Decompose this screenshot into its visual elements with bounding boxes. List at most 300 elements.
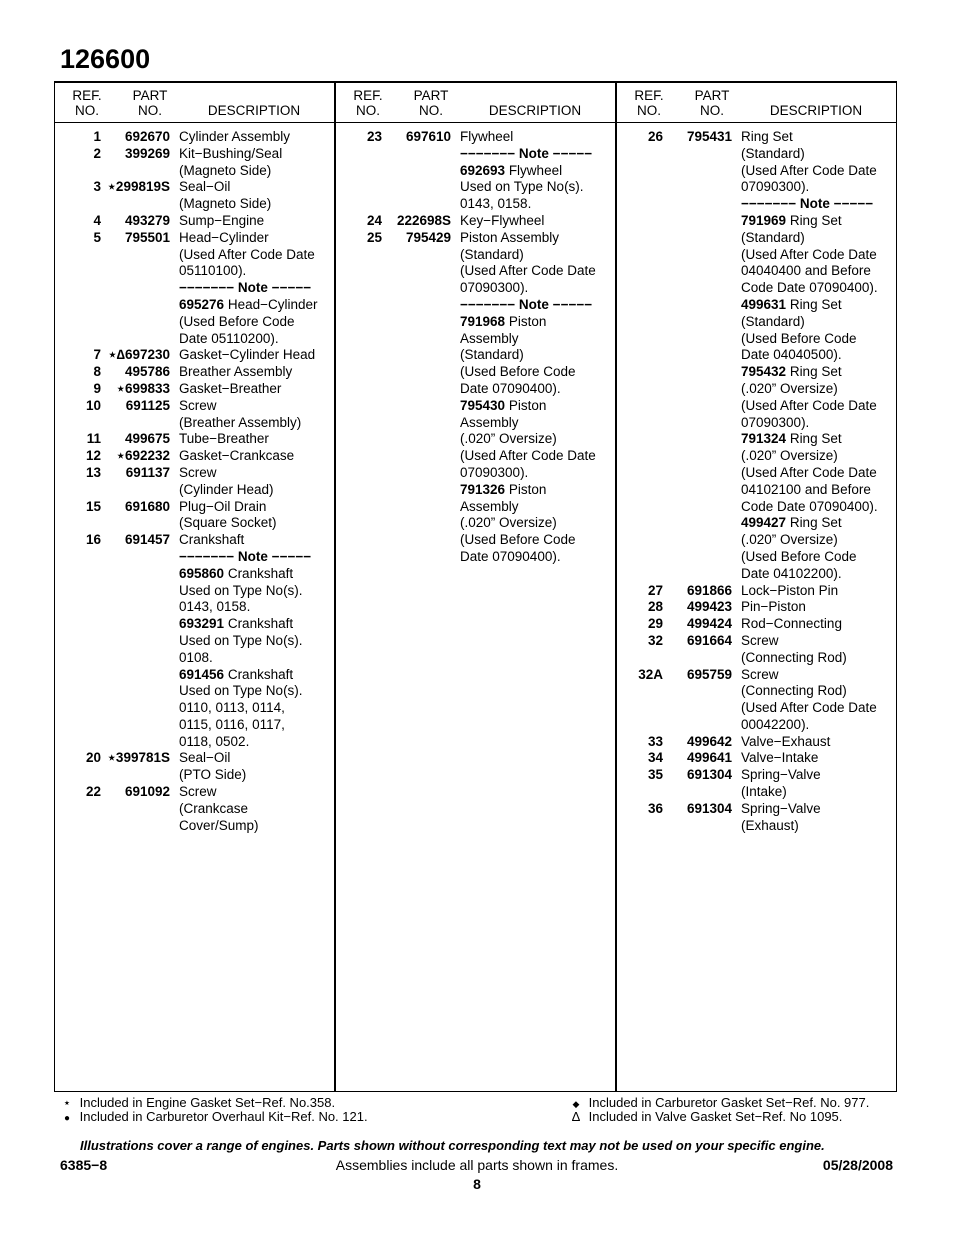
part-row-continuation — [616, 549, 897, 566]
part-row-continuation — [616, 263, 897, 280]
part-row — [616, 801, 897, 818]
part-description — [741, 280, 878, 297]
part-row — [54, 398, 335, 415]
description-text: 0143, 0158. — [179, 599, 251, 615]
disclaimer: Illustrations cover a range of engines. Parts shown without corresponding text may not be used on your specific engine. — [80, 1138, 825, 1153]
description-text: 07090300). — [460, 280, 529, 296]
ref-number: 23 — [366, 129, 382, 144]
part-description — [179, 818, 259, 835]
part-row-continuation — [335, 331, 616, 348]
bold-part-reference: −−−−−−− Note −−−−− — [179, 548, 312, 564]
bold-part-reference: 795432 — [741, 364, 787, 380]
ref-number: 32 — [647, 632, 663, 648]
parts-column-1 — [54, 83, 335, 1092]
description-header: DESCRIPTION — [769, 103, 863, 118]
description-text: Crankshaft — [224, 666, 294, 682]
description-text: 07090300). — [741, 179, 810, 195]
part-row-continuation — [335, 163, 616, 180]
part-row — [54, 179, 335, 196]
footnote-text: Included in Carburetor Gasket Set−Ref. No. 977. — [588, 1095, 870, 1110]
ref-number: 13 — [85, 464, 101, 480]
part-row-continuation — [616, 347, 897, 364]
part-description — [741, 230, 805, 247]
ref-number: 3 — [93, 179, 101, 195]
ref-number: 35 — [647, 767, 663, 783]
description-text: Used on Type No(s). — [460, 179, 584, 195]
part-description — [741, 532, 838, 549]
description-text: (Used After Code Date — [741, 162, 877, 178]
column-header — [335, 88, 616, 122]
part-row-continuation — [335, 499, 616, 516]
description-text: (Used Before Code — [460, 364, 576, 380]
description-text: Piston Assembly — [460, 229, 560, 245]
part-description — [741, 415, 809, 432]
description-text: (.020” Oversize) — [741, 380, 838, 396]
part-description — [460, 431, 557, 448]
publication-date: 05/28/2008 — [822, 1157, 893, 1173]
part-description — [741, 448, 838, 465]
description-text: Date 07090400). — [460, 548, 561, 564]
description-text: (Used After Code Date — [179, 246, 315, 262]
footnote-text: Included in Engine Gasket Set−Ref. No.358. — [79, 1095, 336, 1110]
part-row-continuation — [54, 247, 335, 264]
part-row-continuation — [54, 583, 335, 600]
description-text: Date 05110200). — [179, 330, 279, 346]
part-row — [54, 230, 335, 247]
part-row-continuation — [54, 734, 335, 751]
part-row-continuation — [54, 667, 335, 684]
description-text: Assembly — [460, 330, 519, 346]
part-description — [179, 532, 244, 549]
ref-no-header: REF. NO. — [353, 88, 383, 118]
footnote-text: Included in Carburetor Overhaul Kit−Ref. No. 121. — [79, 1109, 368, 1124]
part-row — [54, 347, 335, 364]
description-text: Key−Flywheel — [460, 212, 545, 228]
part-description — [741, 499, 878, 516]
part-row-continuation — [54, 818, 335, 835]
ref-number: 26 — [647, 129, 663, 144]
description-text: 05110100). — [179, 263, 247, 279]
description-text: Crankshaft — [224, 565, 294, 581]
part-description — [179, 801, 248, 818]
part-number: 691680 — [124, 498, 170, 514]
assemblies-note: Assemblies include all parts shown in frames. — [335, 1157, 619, 1173]
description-text: (.020” Oversize) — [460, 431, 557, 447]
part-row-continuation — [616, 280, 897, 297]
part-row-continuation — [54, 415, 335, 432]
part-description — [179, 297, 318, 314]
part-row-continuation — [616, 381, 897, 398]
part-number: 691092 — [124, 784, 170, 800]
part-description — [179, 549, 311, 566]
page-title: 126600 — [60, 44, 151, 74]
part-row — [335, 230, 616, 247]
part-row — [54, 784, 335, 801]
part-number: 691137 — [125, 464, 170, 480]
ref-number: 7 — [93, 347, 101, 363]
description-text: Crankshaft — [179, 532, 245, 548]
part-description — [741, 717, 809, 734]
bold-part-reference: −−−−−−− Note −−−−− — [741, 196, 874, 212]
bold-part-reference: 791326 — [460, 481, 506, 497]
part-row-continuation — [616, 448, 897, 465]
description-text: (Used After Code Date — [741, 246, 877, 262]
description-text: 04040400 and Before — [741, 263, 871, 279]
part-description — [741, 583, 838, 600]
part-description — [460, 482, 546, 499]
part-description — [179, 465, 217, 482]
part-row-continuation — [616, 700, 897, 717]
part-description — [460, 398, 546, 415]
part-description — [741, 163, 877, 180]
description-text: (Used Before Code — [741, 330, 857, 346]
part-description — [179, 347, 315, 364]
part-number: 499424 — [686, 616, 732, 632]
part-row — [54, 146, 335, 163]
description-text: (Crankcase — [179, 800, 249, 816]
part-no-header: PART NO. — [413, 88, 449, 118]
description-text: Lock−Piston Pin — [741, 582, 839, 598]
description-text: Head−Cylinder — [224, 296, 318, 312]
description-text: Code Date 07090400). — [741, 498, 878, 514]
description-text: Used on Type No(s). — [179, 683, 303, 699]
part-number: 691125 — [125, 397, 170, 413]
bold-part-reference: 499427 — [741, 515, 787, 531]
description-text: (Used Before Code — [460, 532, 576, 548]
description-text: Cover/Sump) — [179, 817, 259, 833]
description-text: (Square Socket) — [179, 515, 277, 531]
part-description — [741, 314, 805, 331]
part-description — [460, 230, 559, 247]
part-description — [741, 196, 873, 213]
part-row-continuation — [54, 616, 335, 633]
description-text: (.020” Oversize) — [460, 515, 557, 531]
description-text: Plug−Oil Drain — [179, 498, 267, 514]
part-row-continuation — [54, 767, 335, 784]
description-text: (Standard) — [741, 229, 805, 245]
part-description — [179, 314, 295, 331]
part-row-continuation — [54, 515, 335, 532]
part-row-continuation — [616, 717, 897, 734]
description-text: Piston — [505, 313, 547, 329]
bold-part-reference: 499631 — [741, 296, 787, 312]
part-number: ⋆299819S — [107, 179, 170, 195]
ref-number: 28 — [647, 599, 663, 615]
part-description — [460, 499, 519, 516]
part-description — [741, 515, 842, 532]
part-description — [460, 532, 576, 549]
part-description — [179, 247, 315, 264]
description-text: Code Date 07090400). — [741, 280, 878, 296]
part-number: ⋆692232 — [116, 448, 170, 464]
description-text: (Used Before Code — [741, 548, 857, 564]
description-text: Seal−Oil — [179, 750, 231, 766]
part-row-continuation — [54, 163, 335, 180]
ref-number: 16 — [85, 532, 101, 548]
part-no-header: PART NO. — [132, 88, 168, 118]
delta-icon: ∆ — [572, 1109, 580, 1124]
description-text: Sump−Engine — [179, 212, 265, 228]
part-row-continuation — [335, 247, 616, 264]
part-description — [741, 364, 842, 381]
description-text: Kit−Bushing/Seal — [179, 145, 283, 161]
column-header — [616, 88, 897, 122]
part-row-continuation — [54, 717, 335, 734]
description-text: (Used After Code Date — [741, 700, 877, 716]
part-row-continuation — [335, 448, 616, 465]
description-text: Screw — [741, 666, 779, 682]
description-text: Gasket−Crankcase — [179, 448, 295, 464]
part-row — [616, 734, 897, 751]
part-description — [460, 213, 544, 230]
description-text: Date 04040500). — [741, 347, 842, 363]
ref-no-header: REF. NO. — [72, 88, 102, 118]
part-row-continuation — [335, 381, 616, 398]
footnote-valve-gasket — [567, 1109, 842, 1124]
part-description — [179, 650, 213, 667]
description-text: (Breather Assembly) — [179, 414, 302, 430]
part-description — [179, 683, 303, 700]
description-text: (Magneto Side) — [179, 162, 272, 178]
description-text: Date 07090400). — [460, 380, 561, 396]
part-description — [460, 448, 596, 465]
part-description — [460, 314, 546, 331]
part-description — [179, 398, 217, 415]
part-description — [179, 667, 293, 684]
bold-part-reference: −−−−−−− Note −−−−− — [460, 296, 593, 312]
part-row-continuation — [54, 196, 335, 213]
part-number: 499423 — [686, 599, 732, 615]
part-number: 691304 — [686, 767, 732, 783]
part-number: 222698S — [396, 212, 451, 228]
part-description — [460, 549, 561, 566]
part-description — [460, 129, 513, 146]
part-number: 493279 — [124, 212, 170, 228]
description-text: (Used After Code Date — [741, 464, 877, 480]
part-row — [335, 213, 616, 230]
part-row-continuation — [54, 331, 335, 348]
part-number: 697610 — [405, 129, 451, 144]
description-text: Seal−Oil — [179, 179, 231, 195]
bold-part-reference: −−−−−−− Note −−−−− — [179, 280, 312, 296]
part-number: 495786 — [124, 364, 170, 380]
part-number: 691866 — [686, 582, 732, 598]
description-text: Rod−Connecting — [741, 616, 842, 632]
description-header: DESCRIPTION — [207, 103, 301, 118]
part-description — [460, 415, 519, 432]
description-text: (Connecting Rod) — [741, 649, 847, 665]
description-text: Date 04102200). — [741, 565, 842, 581]
ref-number: 15 — [85, 498, 101, 514]
description-text: Screw — [179, 464, 217, 480]
ref-number: 34 — [647, 750, 663, 766]
part-description — [460, 331, 519, 348]
part-description — [179, 263, 246, 280]
description-text: (.020” Oversize) — [741, 448, 838, 464]
part-description — [741, 213, 842, 230]
description-text: Cylinder Assembly — [179, 129, 291, 144]
description-text: Piston — [505, 481, 547, 497]
description-text: Ring Set — [741, 129, 793, 144]
part-description — [741, 381, 838, 398]
part-description — [179, 616, 293, 633]
part-row-continuation — [54, 314, 335, 331]
part-row-continuation — [616, 650, 897, 667]
part-number: 795501 — [124, 229, 170, 245]
part-description — [179, 734, 249, 751]
description-text: (Magneto Side) — [179, 196, 272, 212]
ref-number: 4 — [93, 212, 101, 228]
description-text: (Connecting Rod) — [741, 683, 847, 699]
part-description — [741, 247, 877, 264]
part-description — [179, 750, 230, 767]
part-row-continuation — [335, 482, 616, 499]
bold-part-reference: 795430 — [460, 397, 506, 413]
part-row — [54, 364, 335, 381]
part-description — [741, 616, 842, 633]
bullet-icon: ● — [63, 1113, 71, 1124]
part-row-continuation — [54, 633, 335, 650]
part-description — [741, 784, 787, 801]
rows — [335, 129, 616, 566]
part-description — [460, 347, 524, 364]
part-description — [460, 263, 596, 280]
description-text: (Standard) — [460, 246, 524, 262]
ref-number: 24 — [366, 212, 382, 228]
part-number: 692670 — [124, 129, 170, 144]
part-row-continuation — [335, 196, 616, 213]
part-row-continuation — [54, 482, 335, 499]
part-row-continuation — [335, 532, 616, 549]
bold-part-reference: 692693 — [460, 162, 506, 178]
ref-number: 1 — [93, 129, 101, 144]
part-row — [335, 129, 616, 146]
part-description — [741, 734, 830, 751]
part-number: 499642 — [686, 733, 732, 749]
part-description — [741, 633, 779, 650]
description-text: Spring−Valve — [741, 767, 821, 783]
part-description — [741, 750, 818, 767]
ref-number: 8 — [93, 364, 101, 380]
part-description — [460, 179, 584, 196]
description-text: 0108. — [179, 649, 213, 665]
part-number: 399269 — [124, 145, 170, 161]
description-text: (PTO Side) — [179, 767, 247, 783]
part-row-continuation — [616, 398, 897, 415]
part-description — [741, 700, 877, 717]
description-text: Flywheel — [460, 129, 514, 144]
part-row-continuation — [335, 364, 616, 381]
part-row-continuation — [335, 515, 616, 532]
part-number: 691304 — [686, 800, 732, 816]
description-text: 0118, 0502. — [179, 733, 250, 749]
description-text: (.020” Oversize) — [741, 532, 838, 548]
description-text: 07090300). — [741, 414, 810, 430]
ref-no-header: REF. NO. — [634, 88, 664, 118]
document-number: 6385−8 — [60, 1157, 108, 1173]
part-description — [460, 297, 592, 314]
bold-part-reference: 693291 — [179, 616, 225, 632]
part-row-continuation — [616, 179, 897, 196]
part-description — [741, 146, 805, 163]
description-text: (Used Before Code — [179, 313, 295, 329]
part-row-continuation — [335, 431, 616, 448]
description-text: Pin−Piston — [741, 599, 806, 615]
part-description — [179, 129, 290, 146]
part-description — [741, 465, 877, 482]
part-row-continuation — [335, 415, 616, 432]
description-text: Ring Set — [786, 296, 842, 312]
part-description — [460, 364, 576, 381]
part-description — [741, 431, 842, 448]
part-row — [54, 381, 335, 398]
part-number: 795429 — [405, 229, 451, 245]
description-text: Used on Type No(s). — [179, 582, 303, 598]
description-text: (Used After Code Date — [460, 263, 596, 279]
description-text: 04102100 and Before — [741, 481, 871, 497]
description-text: 07090300). — [460, 464, 529, 480]
part-description — [741, 767, 821, 784]
footnote-carburetor-gasket — [567, 1095, 869, 1110]
part-number: ⋆∆697230 — [108, 347, 170, 363]
part-description — [179, 784, 217, 801]
part-row-continuation — [335, 347, 616, 364]
part-description — [179, 482, 274, 499]
description-text: Used on Type No(s). — [179, 632, 303, 648]
part-row-continuation — [616, 230, 897, 247]
description-text: Gasket−Cylinder Head — [179, 347, 316, 363]
ref-number: 20 — [85, 750, 101, 766]
part-row-continuation — [335, 179, 616, 196]
part-row — [616, 767, 897, 784]
description-text: Tube−Breather — [179, 431, 269, 447]
description-text: Screw — [179, 397, 217, 413]
part-row-continuation — [335, 280, 616, 297]
description-text: Flywheel — [505, 162, 563, 178]
description-text: Gasket−Breather — [179, 380, 282, 396]
part-description — [179, 196, 271, 213]
description-text: Valve−Intake — [741, 750, 819, 766]
part-row-continuation — [616, 431, 897, 448]
part-description — [741, 129, 793, 146]
part-row-continuation — [335, 549, 616, 566]
part-number: 499641 — [686, 750, 732, 766]
part-description — [460, 196, 531, 213]
part-row-continuation — [616, 566, 897, 583]
part-row-continuation — [335, 263, 616, 280]
part-description — [741, 297, 842, 314]
part-number: 795431 — [686, 129, 732, 144]
part-row — [616, 583, 897, 600]
part-row-continuation — [616, 515, 897, 532]
part-row-continuation — [616, 465, 897, 482]
ref-number: 22 — [85, 784, 101, 800]
part-number: 691457 — [124, 532, 170, 548]
part-row — [54, 465, 335, 482]
part-description — [460, 280, 528, 297]
description-text: 0143, 0158. — [460, 196, 532, 212]
part-row-continuation — [616, 213, 897, 230]
part-row-continuation — [54, 650, 335, 667]
part-description — [179, 767, 246, 784]
bold-part-reference: 791968 — [460, 313, 506, 329]
part-description — [179, 213, 264, 230]
description-text: Spring−Valve — [741, 800, 821, 816]
part-row-continuation — [616, 196, 897, 213]
part-row — [54, 750, 335, 767]
description-text: Ring Set — [786, 364, 842, 380]
description-text: Screw — [179, 784, 217, 800]
